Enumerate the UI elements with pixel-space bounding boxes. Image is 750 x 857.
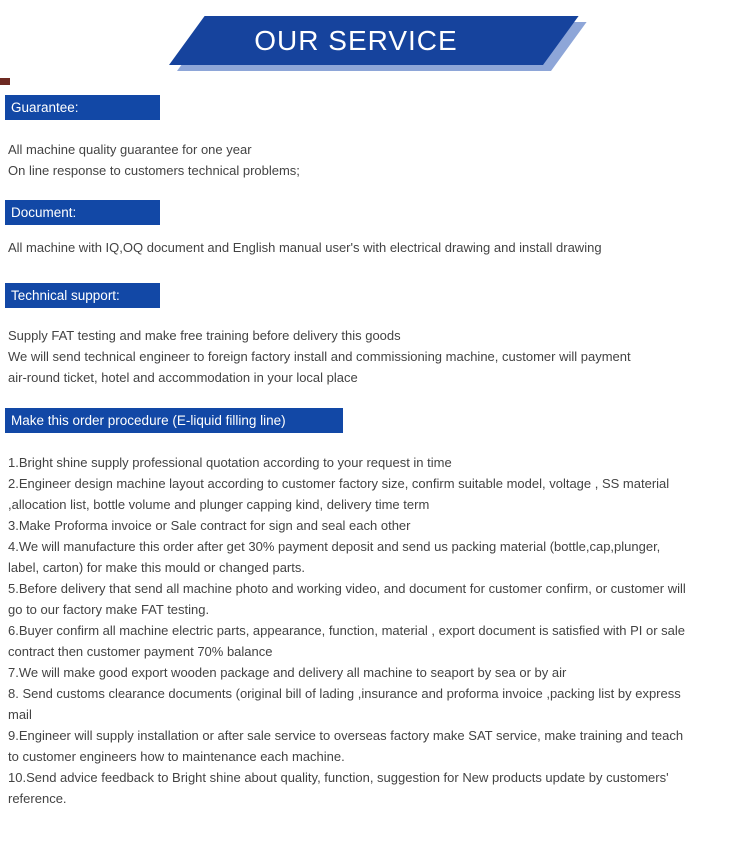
section-heading-order-procedure: Make this order procedure (E-liquid filling line) bbox=[5, 408, 343, 433]
text-line: 2.Engineer design machine layout according to customer factory size, confirm suitable model, voltage , SS material bbox=[8, 476, 670, 491]
text-line: 7.We will make good export wooden package and delivery all machine to seaport by sea or by air bbox=[8, 665, 567, 680]
text-line: All machine with IQ,OQ document and English manual user's with electrical drawing and install drawing bbox=[8, 240, 602, 255]
section-body-document bbox=[8, 237, 750, 258]
text-line: 6.Buyer confirm all machine electric parts, appearance, function, material , export document is satisfied with PI or sale bbox=[8, 623, 686, 638]
text-line: label, carton) for make this mould or changed parts. bbox=[8, 560, 305, 575]
text-line: mail bbox=[8, 707, 32, 722]
section-body-order-procedure bbox=[8, 452, 750, 809]
text-line: air-round ticket, hotel and accommodation in your local place bbox=[8, 370, 358, 385]
text-line: 10.Send advice feedback to Bright shine about quality, function, suggestion for New products update by customers' bbox=[8, 770, 669, 785]
text-line: 5.Before delivery that send all machine photo and working video, and document for customer confirm, or customer will bbox=[8, 581, 686, 596]
text-line: All machine quality guarantee for one year bbox=[8, 142, 252, 157]
text-line: reference. bbox=[8, 791, 67, 806]
text-line: to customer engineers how to maintenance each machine. bbox=[8, 749, 345, 764]
section-heading-guarantee: Guarantee: bbox=[5, 95, 160, 120]
text-line: We will send technical engineer to foreign factory install and commissioning machine, customer will payment bbox=[8, 349, 631, 364]
artifact-mark bbox=[0, 78, 10, 85]
text-line: go to our factory make FAT testing. bbox=[8, 602, 210, 617]
section-heading-document: Document: bbox=[5, 200, 160, 225]
section-body-guarantee bbox=[8, 139, 750, 181]
text-line: 9.Engineer will supply installation or after sale service to overseas factory make SAT service, make training and teach bbox=[8, 728, 684, 743]
text-line: ,allocation list, bottle volume and plunger capping kind, delivery time term bbox=[8, 497, 430, 512]
section-heading-technical-support: Technical support: bbox=[5, 283, 160, 308]
text-line: 8. Send customs clearance documents (original bill of lading ,insurance and proforma invoice ,packing list by express bbox=[8, 686, 681, 701]
page-title: OUR SERVICE bbox=[254, 25, 458, 56]
section-body-technical-support bbox=[8, 325, 750, 388]
text-line: On line response to customers technical problems; bbox=[8, 163, 300, 178]
text-line: 1.Bright shine supply professional quotation according to your request in time bbox=[8, 455, 452, 470]
text-line: 4.We will manufacture this order after get 30% payment deposit and send us packing material (bottle,cap,plunger, bbox=[8, 539, 661, 554]
text-line: Supply FAT testing and make free training before delivery this goods bbox=[8, 328, 401, 343]
text-line: contract then customer payment 70% balance bbox=[8, 644, 273, 659]
text-line: 3.Make Proforma invoice or Sale contract for sign and seal each other bbox=[8, 518, 411, 533]
